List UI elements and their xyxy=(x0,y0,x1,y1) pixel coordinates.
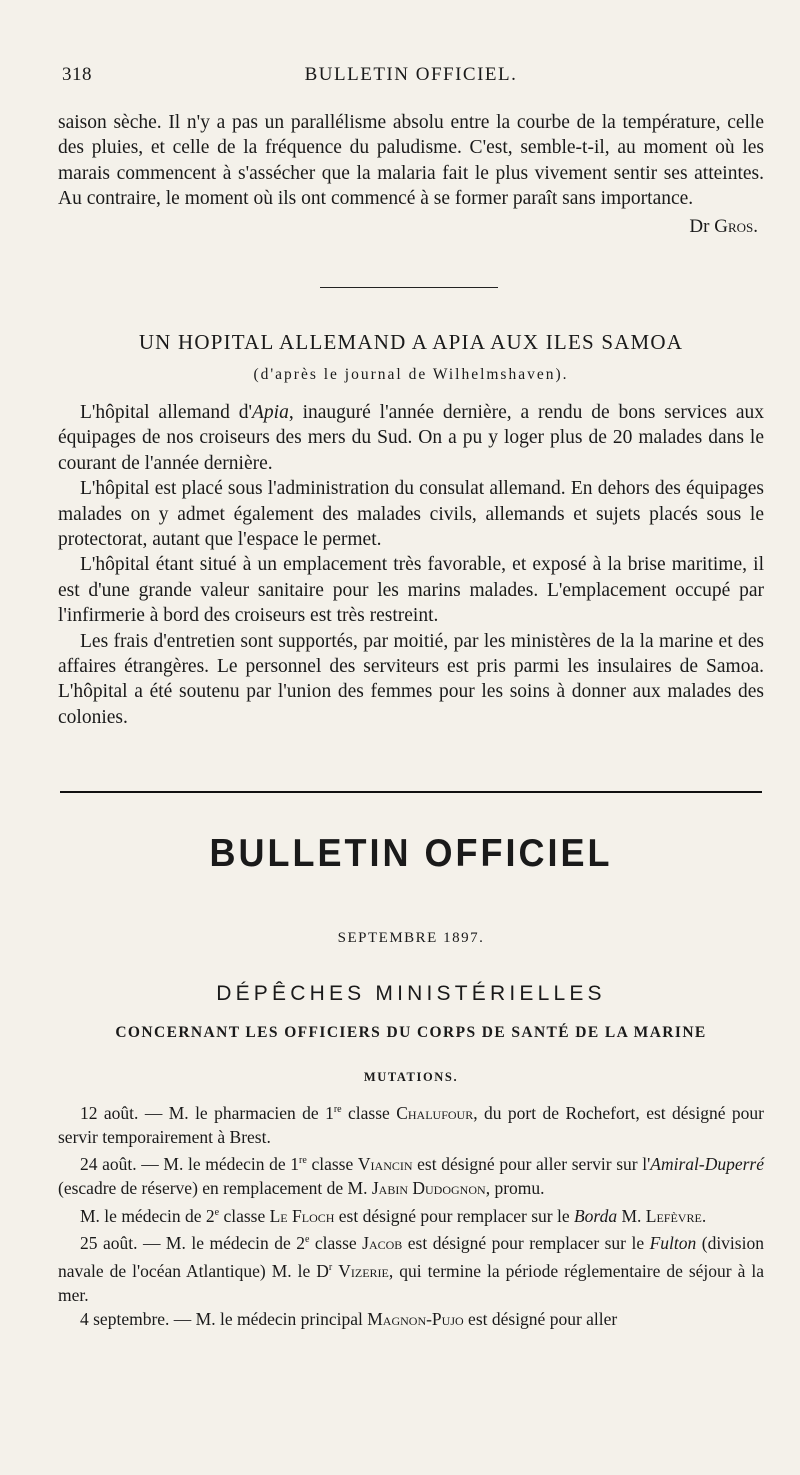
article-paragraph: L'hôpital est placé sous l'administration du consulat allemand. En dehors des équipages malades on y admet également des malades civils, allemands et sujets placés sous le protectorat, autant que l'espace le permet. xyxy=(58,478,764,551)
signature-prefix: Dr xyxy=(689,215,710,237)
section-divider xyxy=(60,791,762,793)
continuation-paragraph: saison sèche. Il n'y a pas un parallélisme absolu entre la courbe de la température, celle des pluies, et celle de la fréquence du paludisme. C'est, semble-t-il, au moment où les marais commencent à s'assécher que la malaria fait le plus vivement sentir ses atteintes. Au contraire, le moment où ils ont commencé à se former paraît sans importance. xyxy=(58,112,764,210)
mutation-entry: 12 août. — M. le pharmacien de 1re classe Chalufour, du port de Rochefort, est désigné pour servir temporairement à Brest. xyxy=(58,1102,764,1147)
concerning-line: CONCERNANT LES OFFICIERS DU CORPS DE SANTÉ DE LA MARINE xyxy=(115,1024,707,1041)
mutations-list xyxy=(58,1098,764,1331)
top-section xyxy=(58,110,764,238)
mutation-entry: 4 septembre. — M. le médecin principal Magnon-Pujo est désigné pour aller xyxy=(80,1308,618,1329)
article-paragraph: L'hôpital étant situé à un emplacement très favorable, et exposé à la brise maritime, il est d'une grande valeur sanitaire pour les marins malades. L'emplacement occupé par l'infirmerie à bord des croiseurs est très restreint. xyxy=(58,554,764,627)
page-header xyxy=(58,64,764,92)
article-paragraph: L'hôpital allemand d'Apia, inauguré l'année dernière, a rendu de bons services aux équipages de nos croiseurs des mers du Sud. On a pu y loger plus de 20 malades dans le courant de l'année dernière. xyxy=(58,402,764,474)
bulletin-title: BULLETIN OFFICIEL xyxy=(209,830,613,875)
article-subtitle: (d'après le journal de Wilhelmshaven). xyxy=(253,366,569,383)
signature xyxy=(58,216,764,238)
article-paragraph: Les frais d'entretien sont supportés, par moitié, par les ministères de la la marine et des affaires étrangères. Le personnel des serviteurs est pris parmi les insulaires de Samoa. L'hôpital a été soutenu par l'union des femmes pour les soins à donner aux malades des colonies. xyxy=(58,630,764,728)
depeches-title: DÉPÊCHES MINISTÉRIELLES xyxy=(216,982,606,1005)
mutation-entry: 25 août. — M. le médecin de 2e classe Jacob est désigné pour remplacer sur le Fulton (division navale de l'océan Atlantique) M. le $D^r$ Vizerie, qui termine la période réglementaire de séjour à la mer. xyxy=(58,1233,764,1305)
mutations-heading: MUTATIONS. xyxy=(363,1070,459,1084)
running-head: BULLETIN OFFICIEL. xyxy=(304,64,518,85)
page-number: 318 xyxy=(62,64,92,85)
short-divider xyxy=(320,287,498,288)
article-title: UN HOPITAL ALLEMAND A APIA AUX ILES SAMOA xyxy=(138,330,684,354)
mutation-entry: M. le médecin de 2e classe Le Floch est désigné pour remplacer sur le Borda M. Lefèvre. xyxy=(80,1205,707,1226)
signature-name: Gros. xyxy=(714,215,758,237)
bulletin-date: SEPTEMBRE 1897. xyxy=(337,930,485,946)
article-body xyxy=(58,400,764,730)
mutation-entry: 24 août. — M. le médecin de 1re classe Viancin est désigné pour aller servir sur l'Amiral-Duperré (escadre de réserve) en remplacement de M. Jabin Dudognon, promu. xyxy=(58,1154,764,1199)
